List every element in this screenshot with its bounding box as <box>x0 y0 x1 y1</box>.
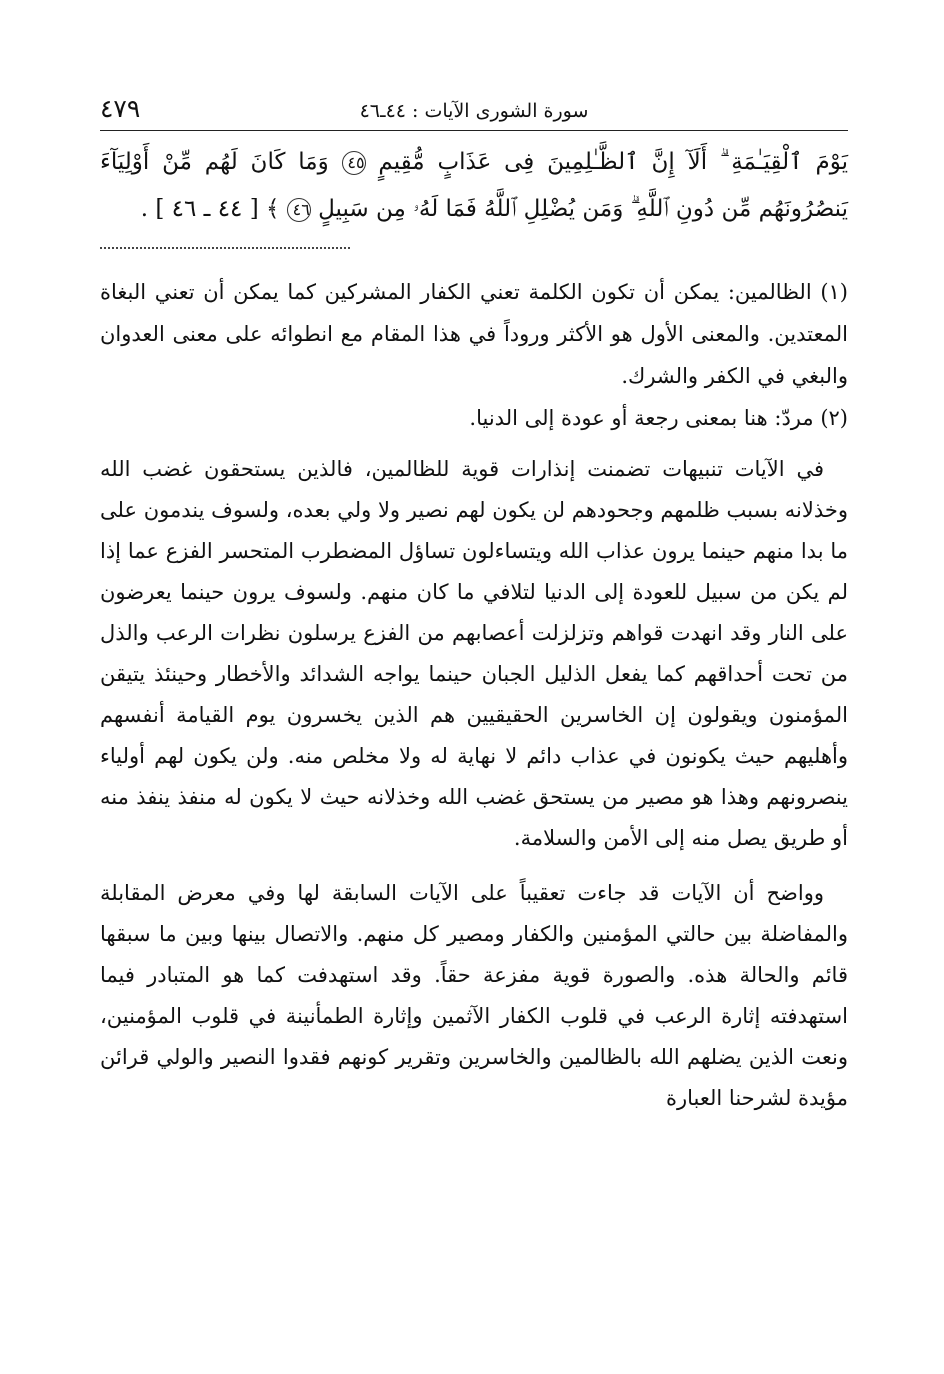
verse-text-part-1: يَوْمَ ٱلْقِيَـٰمَةِ ۗ أَلَآ إِنَّ ٱلظَّـٰلِمِينَ فِى عَذَابٍ مُّقِيمٍ <box>378 149 849 175</box>
footnote: (١) الظالمين: يمكن أن تكون الكلمة تعني الكفار المشركين كما يمكن أن تعني البغاة المعتدين. والمعنى الأول هو الأكثر وروداً في هذا المقام مع انطوائه على معنى العدوان والبغي في الكفر والشرك. <box>100 280 848 388</box>
page-number: ٤٧٩ <box>100 94 141 123</box>
footnote: (٢) مردّ: هنا بمعنى رجعة أو عودة إلى الدنيا. <box>469 406 848 430</box>
verse-reference: ﴾ [ ٤٤ ـ ٤٦ ] . <box>140 196 280 222</box>
running-title: سورة الشورى الآيات : ٤٤ـ٤٦ <box>359 100 589 122</box>
ayah-number-marker: ٤٦ <box>287 198 311 222</box>
verse-text-part-2: وَمَا كَانَ لَهُم مِّنْ أَوْلِيَآءَ يَنصُرُونَهُم مِّن دُونِ ٱللَّهِ ۗ وَمَن يُضْلِلِ ٱللَّهُ فَمَا لَهُۥ مِن سَبِيلٍ <box>100 149 848 222</box>
footnotes-section <box>100 271 848 439</box>
book-page <box>100 88 848 1119</box>
footnote-separator <box>100 247 350 249</box>
quran-verse <box>100 139 848 233</box>
page-header <box>100 88 848 131</box>
commentary-body <box>100 449 848 1119</box>
paragraph: في الآيات تنبيهات تضمنت إنذارات قوية للظالمين، فالذين يستحقون غضب الله وخذلانه بسبب ظلمهم وجحودهم لن يكون لهم نصير ولا ولي بعده، ولسوف يندمون على ما بدا منهم حينما يرون عذاب الله ويتساءلون تساؤل المضطرب المتحسر الفزع عما إذا لم يكن من سبيل للعودة إلى الدنيا لتلافي ما كان منهم. ولسوف يرون حينما يعرضون على النار وقد انهدت قواهم وتزلزلت أعصابهم من الفزع يرسلون نظرات الرعب والذل من تحت أحداقهم كما يفعل الذليل الجبان حينما يواجه الشدائد والأخطار وحينئذ يتيقن المؤمنون ويقولون إن الخاسرين الحقيقيين هم الذين يخسرون يوم القيامة أنفسهم وأهليهم حيث يكونون في عذاب دائم لا نهاية له ولا مخلص منه. ولن يكون لهم أولياء ينصرونهم وهذا هو مصير من يستحق غضب الله وخذلانه حيث لا يكون له منفذ ينفذ منه أو طريق يصل منه إلى الأمن والسلامة. <box>100 457 848 850</box>
ayah-number-marker: ٤٥ <box>342 151 366 175</box>
paragraph: وواضح أن الآيات قد جاءت تعقيباً على الآيات السابقة لها وفي معرض المقابلة والمفاضلة بين حالتي المؤمنين والكفار ومصير كل منهم. والاتصال بينها وبين ما سبقها قائم والحالة هذه. والصورة قوية مفزعة حقاً. وقد استهدفت كما هو المتبادر فيما استهدفته إثارة الرعب في قلوب الكفار الآثمين وإثارة الطمأنينة في قلوب المؤمنين، ونعت الذين يضلهم الله بالظالمين والخاسرين وتقرير كونهم فقدوا النصير والولي قرائن مؤيدة لشرحنا العبارة <box>100 881 848 1110</box>
